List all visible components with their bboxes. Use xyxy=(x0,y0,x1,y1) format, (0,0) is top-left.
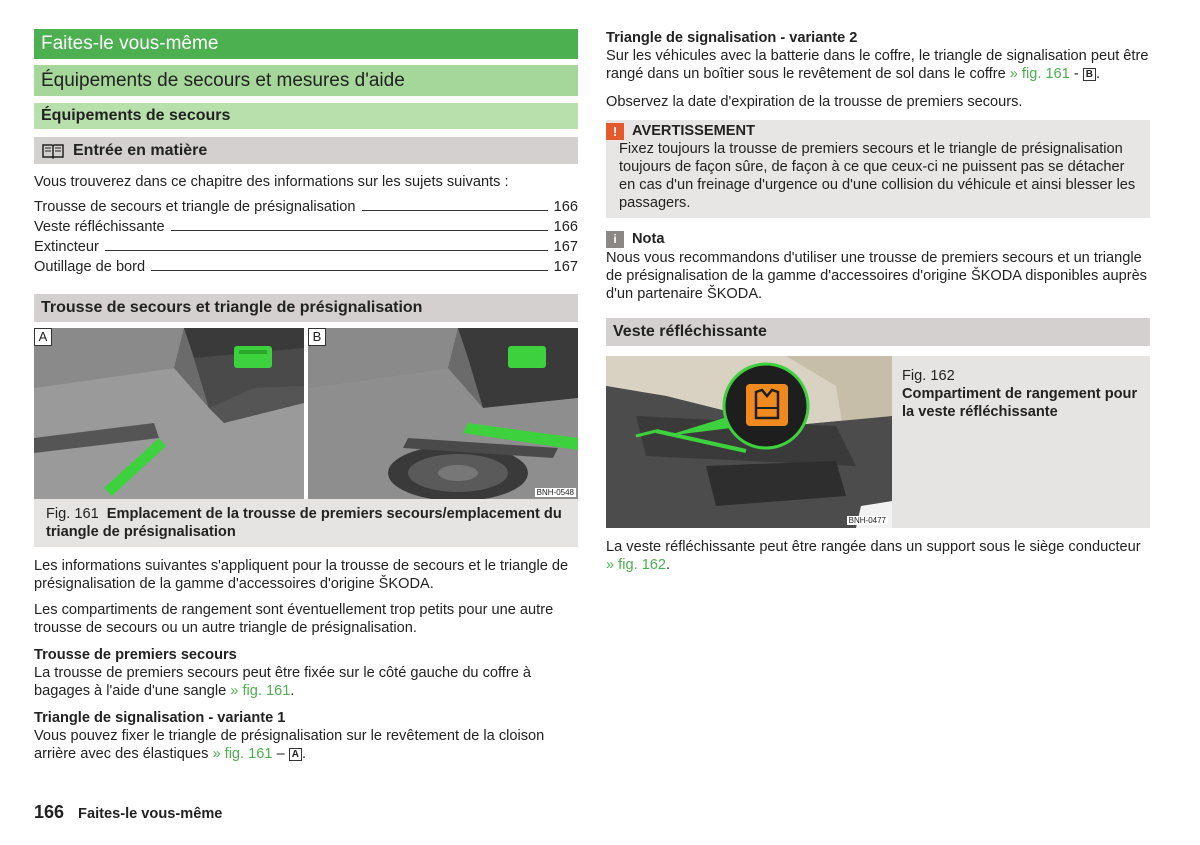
fig-161-link[interactable]: » fig. 161 xyxy=(230,683,291,699)
kit-paragraph-1: Les informations suivantes s'appliquent pour la trousse de secours et le triangle de présignalisation de la gamme d'accessoires d'origine ŠKODA. xyxy=(34,558,569,592)
panel-letter-a: A xyxy=(34,328,52,346)
intro-text: Vous trouverez dans ce chapitre des informations sur les sujets suivants : xyxy=(34,174,509,190)
figure-panel-a xyxy=(34,328,304,499)
subsection-heading: Équipements de secours xyxy=(34,103,578,129)
trunk-image-b xyxy=(308,328,578,499)
intro-title: Entrée en matière xyxy=(73,142,208,159)
kit-section-heading: Trousse de secours et triangle de présignalisation xyxy=(34,294,578,322)
book-icon xyxy=(41,142,65,160)
info-icon: i xyxy=(606,231,624,248)
note-title: Nota xyxy=(632,231,665,247)
toc-leader xyxy=(105,250,548,251)
warning-icon: ! xyxy=(606,123,624,140)
figure-panel-b xyxy=(308,328,578,499)
warning-header xyxy=(606,120,1150,140)
first-aid-body: La trousse de premiers secours peut être fixée sur le côté gauche du coffre à bagages à l'aide d'une sangle xyxy=(34,665,532,699)
toc-page: 167 xyxy=(553,259,578,275)
period: . xyxy=(290,683,295,699)
figure-caption-text: Emplacement de la trousse de premiers secours/emplacement du triangle de présignalisation xyxy=(46,506,562,540)
figure-code: BNH-0477 xyxy=(848,516,886,525)
period: . xyxy=(1096,66,1101,82)
kit-paragraph-2: Les compartiments de rangement sont éventuellement trop petits pour une autre trousse de secours ou un autre triangle de présignalisation. xyxy=(34,602,554,636)
vest-section-heading: Veste réfléchissante xyxy=(606,318,1150,346)
box-letter-b: B xyxy=(1083,68,1096,81)
figure-caption-text: Compartiment de rangement pour la veste réfléchissante xyxy=(902,386,1138,420)
triangle-1-body: Vous pouvez fixer le triangle de présignalisation sur le revêtement de la cloison arrière avec des élastiques xyxy=(34,728,545,762)
period: . xyxy=(666,557,671,573)
triangle-1-heading: Triangle de signalisation - variante 1 xyxy=(34,710,286,726)
vest-body: La veste réfléchissante peut être rangée dans un support sous le siège conducteur xyxy=(606,539,1141,555)
right-column xyxy=(606,29,1150,574)
warning-box xyxy=(606,120,1150,218)
toc-page: 166 xyxy=(553,219,578,235)
period: . xyxy=(301,746,307,762)
triangle-2-heading: Triangle de signalisation - variante 2 xyxy=(606,30,858,46)
chapter-heading: Faites-le vous-même xyxy=(34,29,578,59)
figure-161 xyxy=(34,328,578,499)
toc-item[interactable] xyxy=(34,238,578,258)
figure-number: Fig. 161 xyxy=(46,506,99,522)
box-letter-a: A xyxy=(289,748,302,761)
panel-letter-b: B xyxy=(308,328,326,346)
figure-number: Fig. 162 xyxy=(902,368,955,384)
toc-label: Veste réfléchissante xyxy=(34,219,165,235)
trunk-image-a xyxy=(34,328,304,499)
triangle-1-text xyxy=(34,727,578,763)
triangle-2-body: Sur les véhicules avec la batterie dans le coffre, le triangle de signalisation peut être rangé dans un boîtier sous le revêtement de sol dans le coffre xyxy=(606,48,1149,82)
toc-item[interactable] xyxy=(34,218,578,238)
first-aid-text xyxy=(34,664,578,700)
first-aid-heading: Trousse de premiers secours xyxy=(34,647,237,663)
fig-161-link[interactable]: » fig. 161 xyxy=(1009,66,1070,82)
warning-text: Fixez toujours la trousse de premiers secours et le triangle de présignalisation toujours de façon sûre, de façon à ce que ceux-ci ne puissent pas se détacher en cas d'un freinage d'urgence ou d'une collision du véhicule et ainsi blesser les passagers. xyxy=(619,141,1136,211)
toc-leader xyxy=(171,230,548,231)
fig-162-link[interactable]: » fig. 162 xyxy=(606,557,667,573)
figure-162-caption xyxy=(892,356,1150,528)
page-number: 166 xyxy=(34,802,65,822)
footer-chapter: Faites-le vous-même xyxy=(78,806,223,822)
left-column xyxy=(34,29,578,763)
note-text: Nous vous recommandons d'utiliser une trousse de premiers secours et un triangle de présignalisation de la gamme d'accessoires d'origine ŠKODA disponibles auprès d'un partenaire ŠKODA. xyxy=(606,250,1147,302)
toc-item[interactable] xyxy=(34,198,578,218)
intro-heading xyxy=(34,137,578,164)
figure-162 xyxy=(606,356,1150,528)
figure-code: BNH-0548 xyxy=(536,488,574,497)
expiry-text: Observez la date d'expiration de la trousse de premiers secours. xyxy=(606,94,1023,110)
toc-leader xyxy=(151,270,547,271)
page-footer xyxy=(34,803,222,823)
figure-161-caption xyxy=(34,499,578,547)
vest-image xyxy=(606,356,892,528)
toc-page: 167 xyxy=(553,239,578,255)
toc-item[interactable] xyxy=(34,258,578,278)
warning-title: AVERTISSEMENT xyxy=(632,123,755,139)
fig-161-link[interactable]: » fig. 161 xyxy=(212,746,273,762)
triangle-2-text xyxy=(606,47,1150,83)
toc-label: Outillage de bord xyxy=(34,259,146,275)
toc-label: Extincteur xyxy=(34,239,99,255)
note-header xyxy=(606,229,1150,249)
section-heading: Équipements de secours et mesures d'aide xyxy=(34,65,578,96)
seat-image xyxy=(606,356,892,528)
separator: – xyxy=(272,746,289,762)
toc-label: Trousse de secours et triangle de présignalisation xyxy=(34,199,356,215)
toc-leader xyxy=(362,210,548,211)
table-of-contents xyxy=(34,198,578,278)
vest-text xyxy=(606,538,1150,574)
toc-page: 166 xyxy=(553,199,578,215)
separator: - xyxy=(1069,66,1083,82)
